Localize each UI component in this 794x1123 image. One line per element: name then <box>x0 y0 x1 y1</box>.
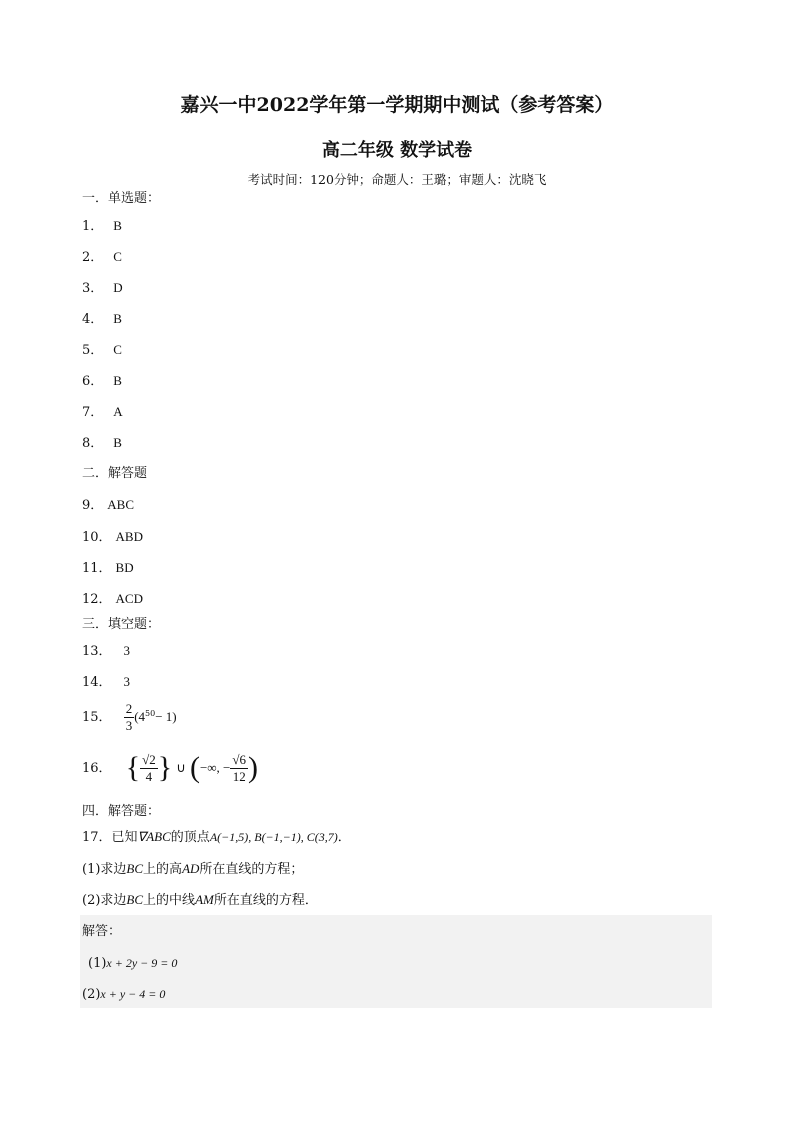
fraction: $\frac{2}{3}$ <box>125 701 133 734</box>
list-item: 16． { $\frac{√2}{4}$ } ∪ (−∞, − $\frac{√6}{12}$ ) <box>82 751 259 784</box>
list-item: 4． B <box>82 311 122 327</box>
list-item: 12． ACD <box>82 591 143 607</box>
list-item: 8． B <box>82 435 122 451</box>
exam-info: 考试时间：120分钟；命题人：王璐；审题人：沈晓飞 <box>247 172 547 187</box>
section-title: 一．单选题： <box>82 191 161 206</box>
list-item: 11． BD <box>82 560 134 576</box>
question-part-2: (2)求边BC上的中线AM所在直线的方程． <box>82 892 318 908</box>
fraction: $\frac{√2}{4}$ <box>142 751 156 784</box>
list-item: 13． 3 <box>82 643 131 659</box>
list-item: 3． D <box>82 280 123 296</box>
solution-answer-2: (2)x + y − 4 = 0 <box>82 987 166 1002</box>
page-title: 嘉兴一中2022学年第一学期期中测试（参考答案） <box>180 94 614 116</box>
list-item: 7． A <box>82 404 123 420</box>
fraction: $\frac{√6}{12}$ <box>232 751 247 784</box>
section-title: 二．解答题 <box>82 466 148 481</box>
list-item: 10． ABD <box>82 529 143 545</box>
section-title: 三．填空题： <box>82 617 161 632</box>
section-title: 四．解答题： <box>82 804 161 819</box>
list-item: 14． 3 <box>82 674 131 690</box>
solution-label: 解答： <box>82 924 122 939</box>
solution-answer-1: (1)x + 2y − 9 = 0 <box>88 956 178 971</box>
page-subtitle: 高二年级 数学试卷 <box>321 140 473 161</box>
list-item: 6． B <box>82 373 122 389</box>
question-part-1: (1)求边BC上的高AD所在直线的方程； <box>82 861 304 877</box>
list-item: 15． $\frac{2}{3}$ $(4^{50}- 1)$ <box>82 701 177 734</box>
list-item: 2． C <box>82 249 122 265</box>
list-item: 5． C <box>82 342 122 358</box>
question-stem: 17．已知∇ABC的顶点A(−1,5), B(−1,−1), C(3,7)． <box>82 829 351 845</box>
list-item: 1． B <box>82 218 122 234</box>
list-item: 9． ABC <box>82 497 135 513</box>
